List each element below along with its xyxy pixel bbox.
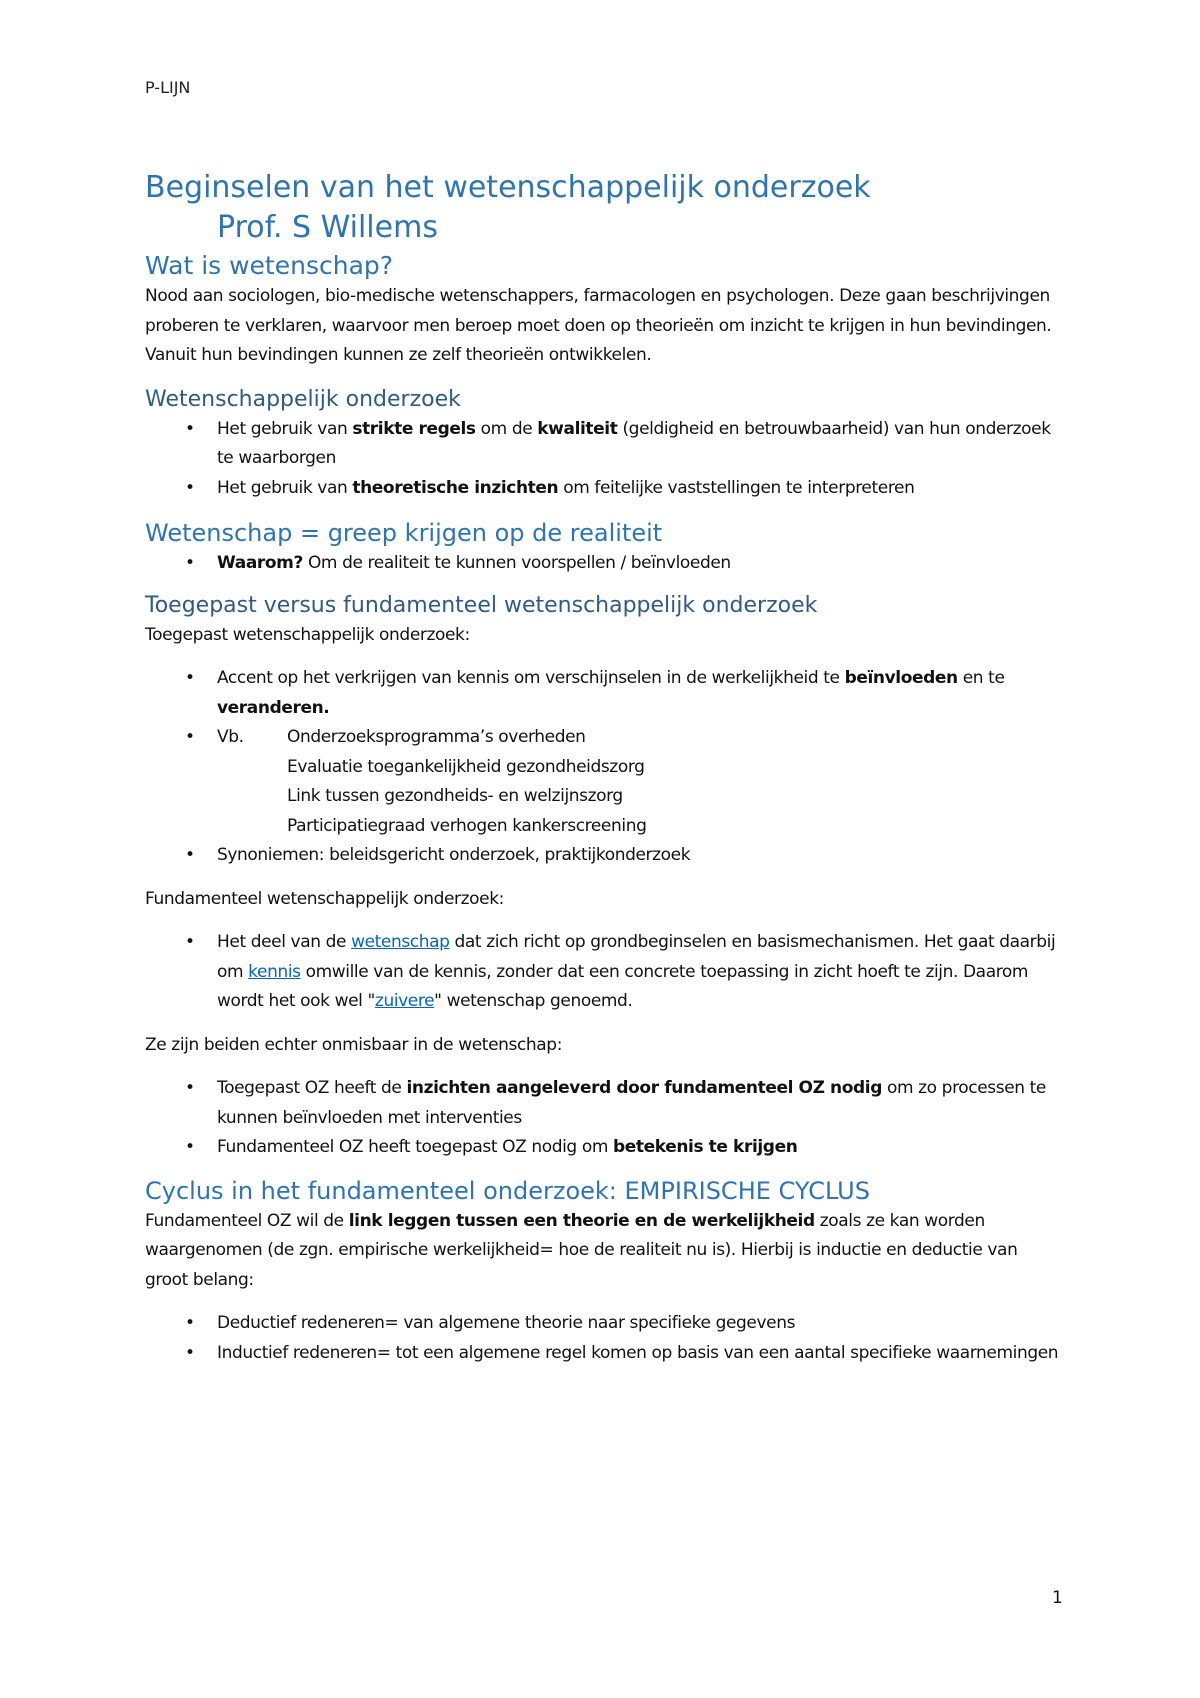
page-number: 1	[1052, 1588, 1063, 1608]
list-greep	[145, 549, 1065, 579]
list-fundamenteel	[145, 928, 1065, 1017]
link-zuivere[interactable]: zuivere	[374, 991, 435, 1011]
document-body	[145, 168, 1065, 1368]
heading-toegepast-vs-fundamenteel: Toegepast versus fundamenteel wetenschappelijk onderzoek	[145, 592, 818, 618]
bullet-icon: •	[185, 418, 195, 439]
list-onmisbaar	[145, 1074, 1065, 1163]
document-title: Beginselen van het wetenschappelijk onderzoek	[145, 170, 871, 205]
list-item: • Inductief redeneren= tot een algemene regel komen op basis van een aantal specifieke waarnemingen	[145, 1339, 1065, 1369]
heading-wat-is-wetenschap: Wat is wetenschap?	[145, 251, 394, 280]
list-item: • Het gebruik van theoretische inzichten om feitelijke vaststellingen te interpreteren	[145, 474, 1065, 504]
paragraph-cyclus: Fundamenteel OZ wil de link leggen tussen een theorie en de werkelijkheid zoals ze kan worden waargenomen (de zgn. empirische werkelijkheid= hoe de realiteit nu is). Hierbij is inductie en deductie van groot belang:	[145, 1210, 1018, 1290]
subheading-fundamenteel: Fundamenteel wetenschappelijk onderzoek:	[145, 888, 504, 909]
heading-wetenschappelijk-onderzoek: Wetenschappelijk onderzoek	[145, 386, 461, 412]
document-author: Prof. S Willems	[217, 210, 438, 245]
bullet-icon: •	[185, 1137, 195, 1157]
bullet-icon: •	[185, 668, 195, 688]
list-item: • Fundamenteel OZ heeft toegepast OZ nodig om betekenis te krijgen	[145, 1133, 1065, 1163]
list-item: • Deductief redeneren= van algemene theorie naar specifieke gegevens	[145, 1309, 1065, 1339]
link-kennis[interactable]: kennis	[248, 961, 301, 982]
list-item: • Accent op het verkrijgen van kennis om verschijnselen in de werkelijkheid te beïnvloeden en te veranderen.	[145, 664, 1065, 723]
page-header: P-LIJN	[145, 78, 191, 97]
paragraph-wat-is-wetenschap: Nood aan sociologen, bio-medische wetenschappers, farmacologen en psychologen. Deze gaan beschrijvingen proberen te verklaren, waarvoor men beroep moet doen op theorieën om inzicht te krijgen in hun bevindingen. Vanuit hun bevindingen kunnen ze zelf theorieën ontwikkelen.	[145, 286, 1052, 365]
subheading-toegepast: Toegepast wetenschappelijk onderzoek:	[145, 624, 470, 645]
list-item: • Toegepast OZ heeft de inzichten aangeleverd door fundamenteel OZ nodig om zo processen te kunnen beïnvloeden met interventies	[145, 1074, 1065, 1133]
bullet-icon: •	[185, 845, 195, 865]
list-toegepast	[145, 664, 1065, 871]
heading-greep-op-realiteit: Wetenschap = greep krijgen op de realiteit	[145, 519, 663, 547]
list-wetenschappelijk-onderzoek	[145, 415, 1065, 504]
bullet-icon: •	[185, 1078, 195, 1098]
list-item: • Waarom? Om de realiteit te kunnen voorspellen / beïnvloeden	[145, 549, 1065, 579]
list-item-vb: • Vb. Onderzoeksprogramma’s overheden Evaluatie toegankelijkheid gezondheidszorg Link tussen gezondheids- en welzijnszorg Participatiegraad verhogen kankerscreening	[145, 723, 1065, 841]
list-redeneren	[145, 1309, 1065, 1368]
link-wetenschap[interactable]: wetenschap	[351, 932, 450, 952]
list-item: • Synoniemen: beleidsgericht onderzoek, praktijkonderzoek	[145, 841, 1065, 871]
bullet-icon: •	[185, 477, 195, 498]
vb-label: Vb.	[217, 727, 244, 747]
bullet-icon: •	[185, 553, 195, 573]
subheading-onmisbaar: Ze zijn beiden echter onmisbaar in de wetenschap:	[145, 1034, 563, 1055]
bullet-icon: •	[185, 1342, 195, 1363]
bullet-icon: •	[185, 932, 195, 952]
list-item: • Het gebruik van strikte regels om de kwaliteit (geldigheid en betrouwbaarheid) van hun onderzoek te waarborgen	[145, 415, 1065, 474]
bullet-icon: •	[185, 727, 195, 747]
heading-empirische-cyclus: Cyclus in het fundamenteel onderzoek: EMPIRISCHE CYCLUS	[145, 1176, 870, 1205]
list-item: • Het deel van de wetenschap dat zich richt op grondbeginselen en basismechanismen. Het gaat daarbij om kennis omwille van de kennis, zonder dat een concrete toepassing in zicht hoeft te zijn. Daarom wordt het ook wel "zuivere" wetenschap genoemd.	[145, 928, 1065, 1017]
bullet-icon: •	[185, 1313, 195, 1333]
